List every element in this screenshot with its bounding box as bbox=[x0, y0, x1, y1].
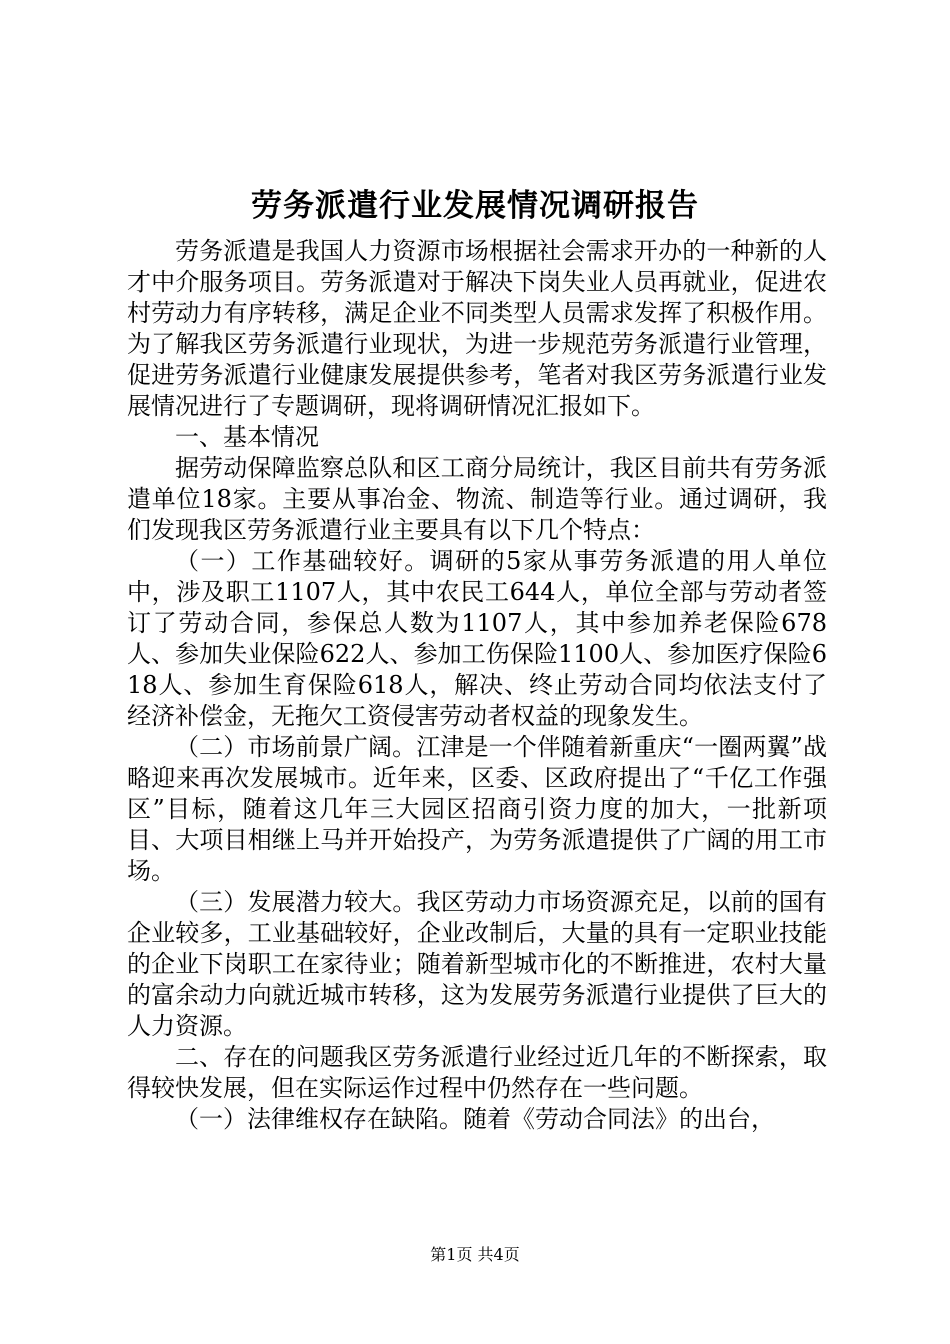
document-body bbox=[127, 236, 827, 1135]
document-title: 劳务派遣行业发展情况调研报告 bbox=[251, 188, 699, 224]
paragraph-point-3: （三）发展潜力较大。我区劳动力市场资源充足，以前的国有企业较多，工业基础较好，企业改制后，大量的具有一定职业技能的企业下岗职工在家待业；随着新型城市化的不断推进，农村大量的富余动力向就近城市转移，这为发展劳务派遣行业提供了巨大的人力资源。 bbox=[127, 888, 827, 1040]
section-heading-problems: 二、存在的问题我区劳务派遣行业经过近几年的不断探索，取得较快发展，但在实际运作过程中仍然存在一些问题。 bbox=[127, 1043, 827, 1102]
paragraph-point-1: （一）工作基础较好。调研的5家从事劳务派遣的用人单位中，涉及职工1107人，其中农民工644人，单位全部与劳动者签订了劳动合同，参保总人数为1107人，其中参加养老保险678人、参加失业保险622人、参加工伤保险1100人、参加医疗保险618人、参加生育保险618人，解决、终止劳动合同均依法支付了经济补偿金，无拖欠工资侵害劳动者权益的现象发生。 bbox=[127, 547, 827, 730]
page-number-footer: 第1页 共4页 bbox=[430, 1245, 520, 1264]
paragraph-problem-1: （一）法律维权存在缺陷。随着《劳动合同法》的出台， bbox=[175, 1105, 775, 1133]
paragraph-statistics: 据劳动保障监察总队和区工商分局统计，我区目前共有劳务派遣单位18家。主要从事冶金、物流、制造等行业。通过调研，我们发现我区劳务派遣行业主要具有以下几个特点： bbox=[127, 454, 827, 544]
paragraph-intro: 劳务派遣是我国人力资源市场根据社会需求开办的一种新的人才中介服务项目。劳务派遣对于解决下岗失业人员再就业，促进农村劳动力有序转移，满足企业不同类型人员需求发挥了积极作用。为了解我区劳务派遣行业现状，为进一步规范劳务派遣行业管理，促进劳务派遣行业健康发展提供参考，笔者对我区劳务派遣行业发展情况进行了专题调研，现将调研情况汇报如下。 bbox=[127, 237, 827, 420]
paragraph-point-2: （二）市场前景广阔。江津是一个伴随着新重庆“一圈两翼”战略迎来再次发展城市。近年来，区委、区政府提出了“千亿工作强区”目标，随着这几年三大园区招商引资力度的加大，一批新项目、大项目相继上马并开始投产，为劳务派遣提供了广阔的用工市场。 bbox=[127, 733, 827, 885]
section-heading-basic-situation: 一、基本情况 bbox=[175, 423, 319, 451]
